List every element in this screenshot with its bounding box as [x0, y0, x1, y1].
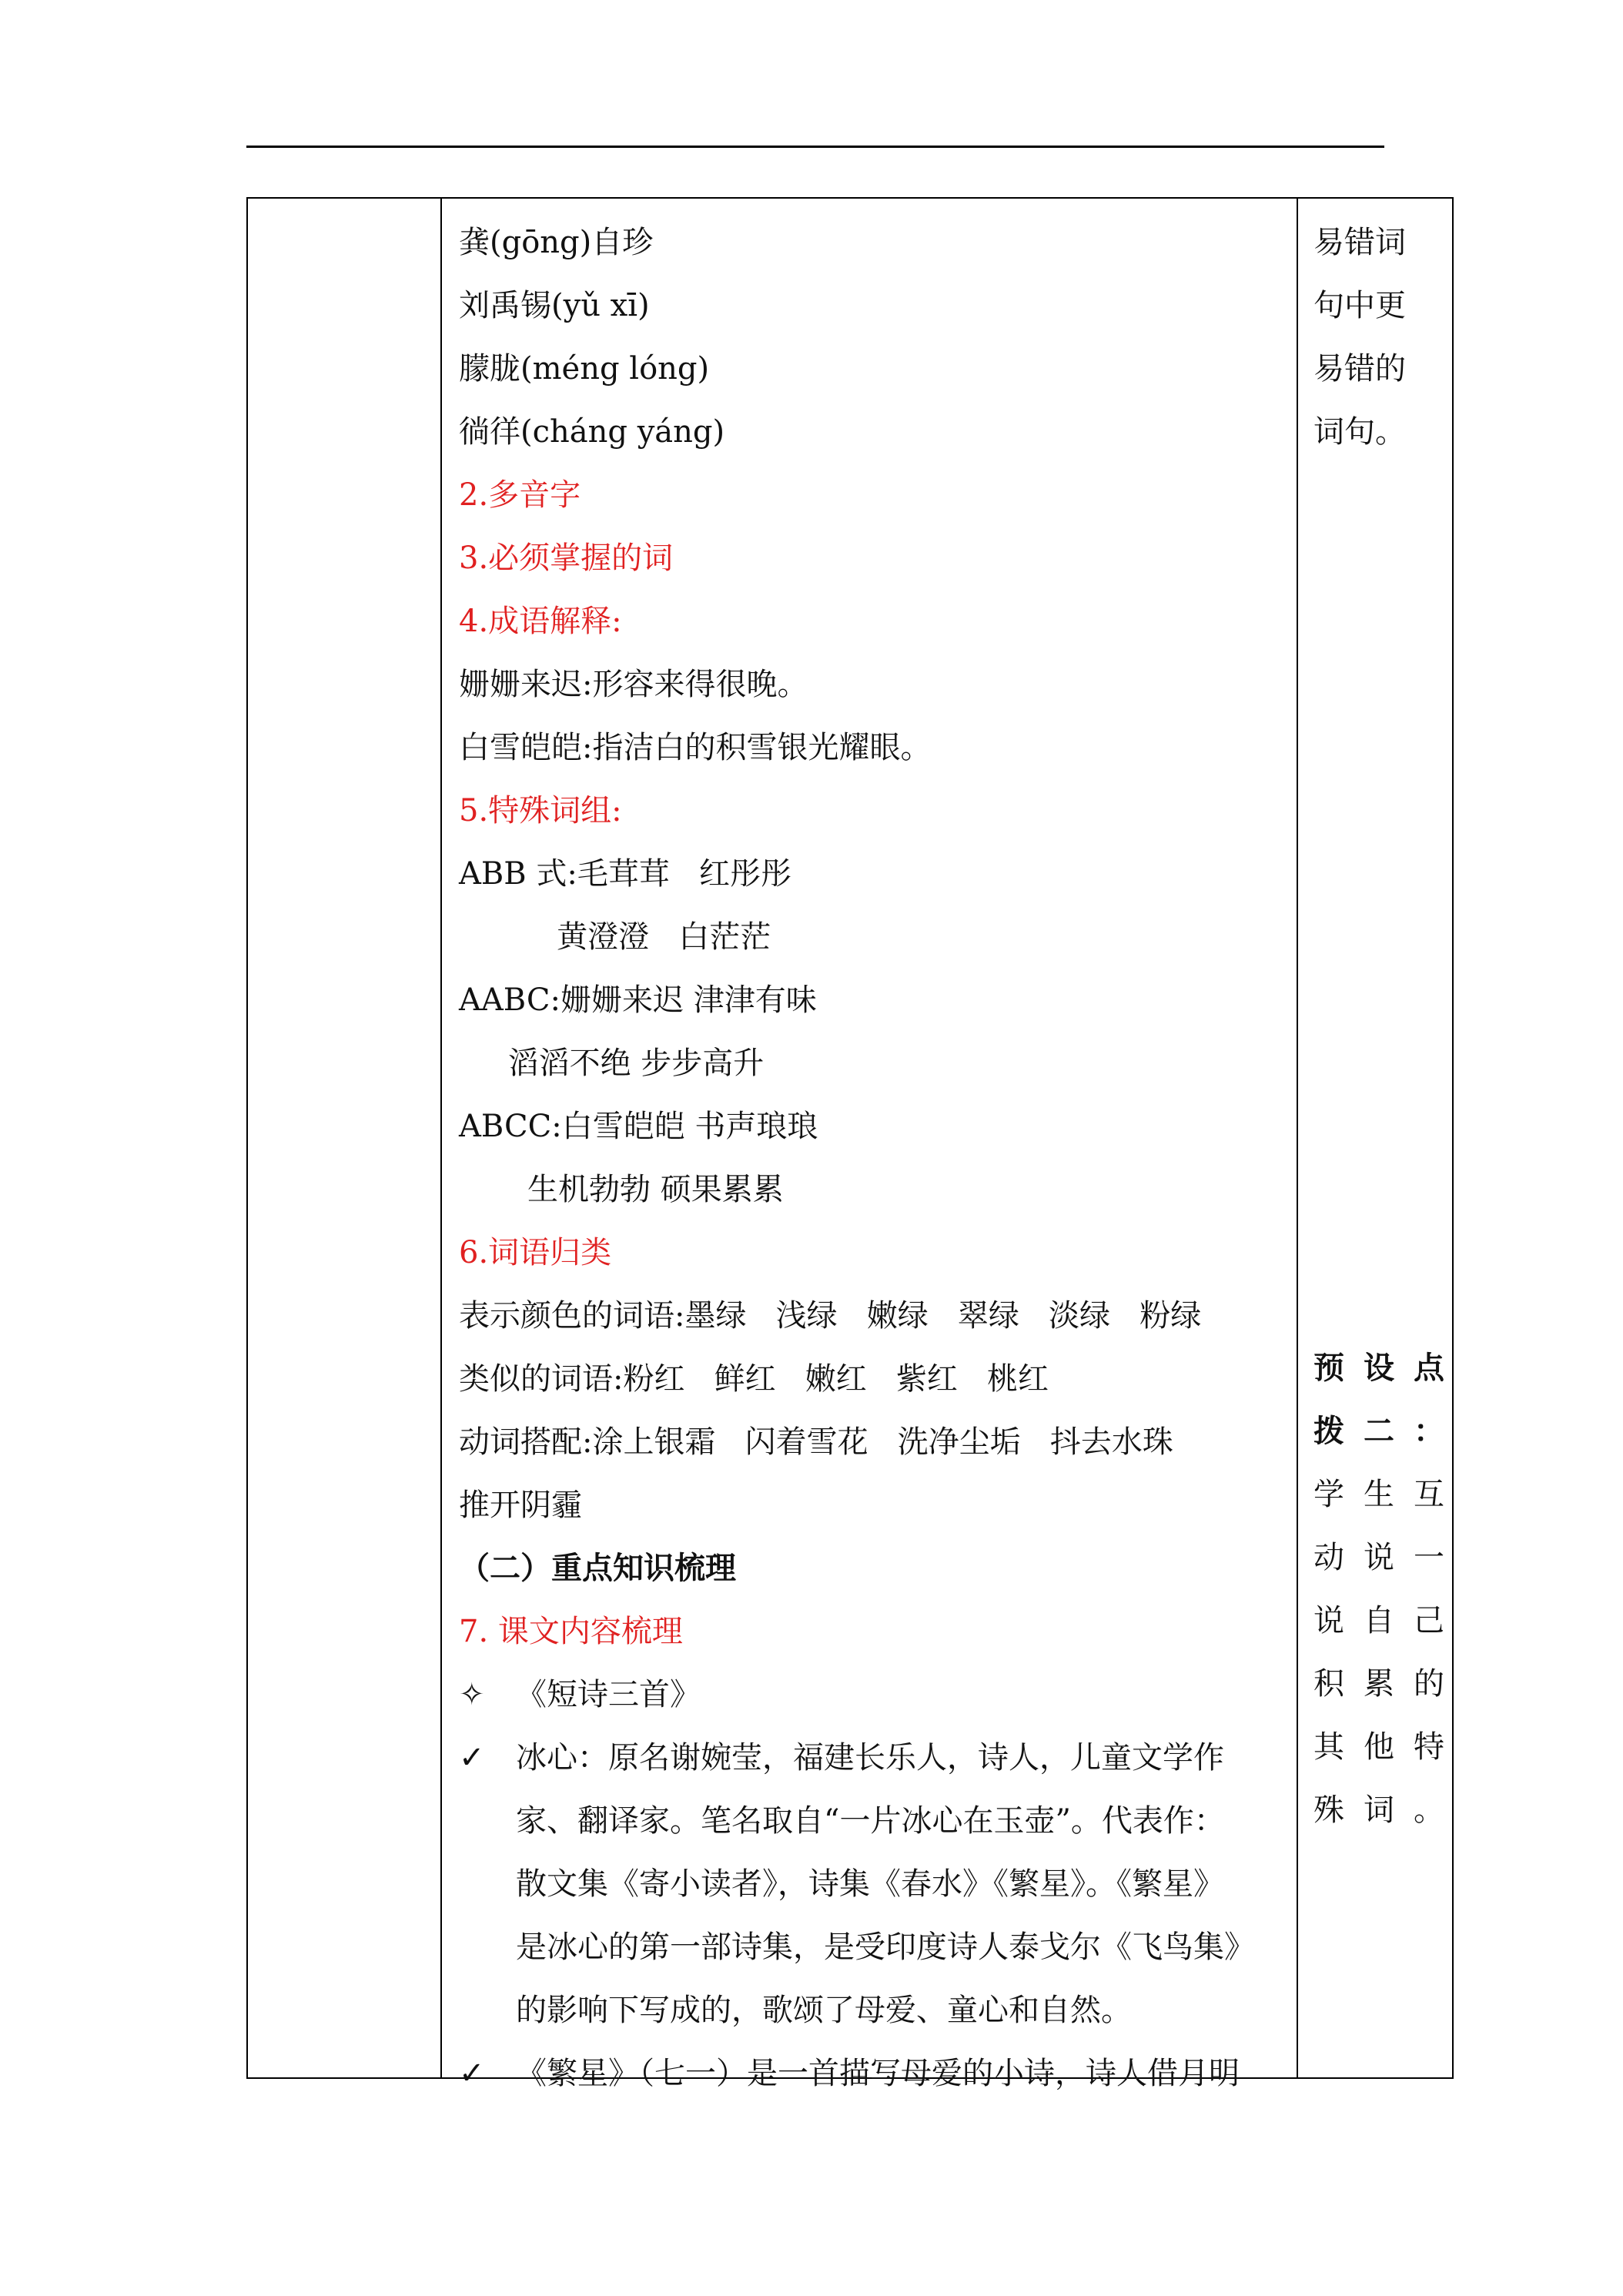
text-line: 推开阴霾: [459, 1488, 582, 1523]
text-line: 刘禹锡(yǔ xī): [459, 288, 650, 323]
text-line: 滔滔不绝 步步高升: [459, 1046, 765, 1081]
text-line: 黄澄澄 白茫茫: [459, 919, 771, 955]
bullet-item-line: [459, 1726, 1290, 1789]
side-note-line: 易错词: [1313, 225, 1406, 260]
side-note-line: 其他特: [1313, 1729, 1444, 1765]
section-heading: 7. 课文内容梳理: [459, 1614, 683, 1649]
column-divider-right: [1297, 199, 1298, 2077]
text-line: 徜徉(cháng yáng): [459, 414, 725, 450]
text-line: 表示颜色的词语:墨绿 浅绿 嫩绿 翠绿 淡绿 粉绿: [459, 1298, 1202, 1334]
bullet-text: 《短诗三首》: [516, 1677, 701, 1712]
text-line: 动词搭配:涂上银霜 闪着雪花 洗净尘垢 抖去水珠: [459, 1424, 1173, 1460]
text-line: 生机勃勃 硕果累累: [459, 1172, 784, 1207]
bullet-text: 散文集《寄小读者》，诗集《春水》《繁星》。《繁星》: [516, 1866, 1224, 1902]
side-note-line: 预设点: [1313, 1350, 1444, 1386]
sparkle-bullet-icon: ✧: [459, 1677, 485, 1712]
bullet-text: 冰心：原名谢婉莹，福建长乐人，诗人，儿童文学作: [516, 1740, 1224, 1776]
side-note-line: 易错的: [1313, 351, 1406, 387]
side-note-line: 学生互: [1313, 1477, 1444, 1512]
section-heading: 2.多音字: [459, 477, 581, 513]
text-line: ABB 式:毛茸茸 红彤彤: [459, 856, 792, 892]
text-line: 龚(gōng)自珍: [459, 225, 654, 260]
section-heading: 3.必须掌握的词: [459, 541, 674, 576]
bullet-item-line: [459, 1789, 1290, 1853]
bullet-item-line: [459, 1916, 1290, 1979]
content-column: [459, 211, 1290, 2105]
side-note-line: 拨二：: [1313, 1414, 1444, 1449]
side-note-line: 积累的: [1313, 1666, 1444, 1702]
bullet-item-line: [459, 1853, 1290, 1916]
section-heading: 4.成语解释:: [459, 604, 622, 639]
column-divider-left: [440, 199, 442, 2077]
content-lines: [459, 211, 1290, 1663]
text-line: 白雪皑皑:指洁白的积雪银光耀眼。: [459, 730, 932, 765]
check-mark-icon: ✓: [459, 1740, 485, 1776]
bullet-item-line: [459, 1979, 1290, 2042]
bullet-text: 《繁星》（七一）是一首描写母爱的小诗，诗人借月明: [516, 2056, 1240, 2091]
text-line: ABCC:白雪皑皑 书声琅琅: [459, 1109, 818, 1144]
text-line: 姗姗来迟:形容来得很晚。: [459, 667, 808, 702]
side-note-line: 句中更: [1313, 288, 1406, 323]
side-note-line: 殊词。: [1313, 1792, 1444, 1828]
side-note-line: 动说一: [1313, 1540, 1444, 1575]
bullet-text: 是冰心的第一部诗集，是受印度诗人泰戈尔《飞鸟集》: [516, 1930, 1255, 1965]
bullet-item-line: [459, 2042, 1290, 2105]
bullet-item-line: [459, 1663, 1290, 1726]
text-line: 类似的词语:粉红 鲜红 嫩红 紫红 桃红: [459, 1361, 1049, 1397]
bullet-list: [459, 1663, 1290, 2105]
side-note-line: 词句。: [1313, 414, 1406, 450]
lesson-table: [246, 197, 1454, 2091]
text-line: 朦胧(méng lóng): [459, 351, 710, 387]
subsection-title: （二）重点知识梳理: [459, 1551, 736, 1586]
section-heading: 5.特殊词组:: [459, 793, 622, 828]
header-rule: [246, 146, 1384, 148]
side-note-top: [1313, 211, 1444, 464]
side-note-line: 说自己: [1313, 1603, 1444, 1638]
check-mark-icon: ✓: [459, 2056, 485, 2091]
bullet-text: 家、翻译家。笔名取自“一片冰心在玉壶”。代表作：: [516, 1803, 1225, 1839]
side-note-bottom: [1313, 1337, 1444, 1842]
bullet-text: 的影响下写成的，歌颂了母爱、童心和自然。: [516, 1993, 1132, 2028]
section-heading: 6.词语归类: [459, 1235, 612, 1270]
text-line: AABC:姗姗来迟 津津有味: [459, 982, 817, 1018]
